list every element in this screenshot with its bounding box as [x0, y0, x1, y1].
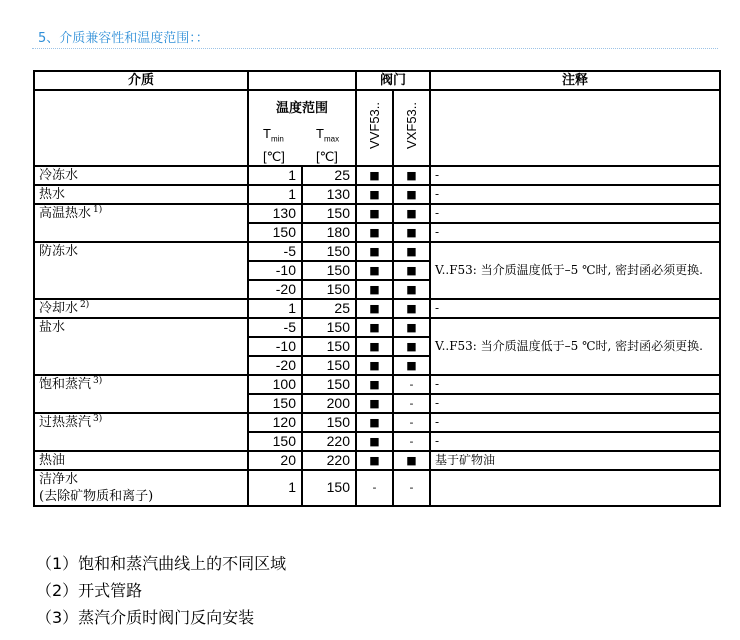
- valve2-mark: ■: [393, 166, 430, 185]
- note-cell: -: [430, 185, 720, 204]
- table-row: [34, 413, 720, 432]
- medium-compatibility-table: [33, 70, 721, 507]
- tmax-cell: 220: [302, 432, 356, 451]
- footnote-ref: 2): [80, 299, 90, 310]
- tmin-cell: 150: [248, 223, 302, 242]
- header-row: [34, 71, 720, 90]
- medium-cell: 过热蒸汽 $^{3)}$: [34, 413, 248, 451]
- footnotes: [36, 550, 286, 631]
- valve1-mark: ■: [356, 337, 393, 356]
- table-row: [34, 242, 720, 261]
- col-temp-header: [248, 71, 356, 90]
- valve1-mark: ■: [356, 451, 393, 470]
- tmax-cell: 150: [302, 318, 356, 337]
- tmax-cell: 200: [302, 394, 356, 413]
- temp-range-label: 温度范围: [248, 90, 356, 125]
- footnote-3: （3）蒸汽介质时阀门反向安装: [36, 608, 255, 627]
- tmax-cell: 25: [302, 166, 356, 185]
- valve1-mark: ■: [356, 280, 393, 299]
- valve1-mark: ■: [356, 375, 393, 394]
- tmin-cell: 100: [248, 375, 302, 394]
- valve2-mark: ■: [393, 318, 430, 337]
- medium-cell: 盐水: [34, 318, 248, 375]
- note-cell: -: [430, 394, 720, 413]
- tmax-cell: 150: [302, 356, 356, 375]
- valve1-header: VVF53..: [356, 90, 393, 166]
- tmin-cell: 1: [248, 166, 302, 185]
- valve2-mark: ■: [393, 451, 430, 470]
- valve2-mark: -: [393, 394, 430, 413]
- table-row: [34, 185, 720, 204]
- tmin-cell: 150: [248, 432, 302, 451]
- valve2-mark: ■: [393, 223, 430, 242]
- tmin-cell: -5: [248, 242, 302, 261]
- medium-cell: 饱和蒸汽 $^{3)}$: [34, 375, 248, 413]
- tmax-cell: 150: [302, 242, 356, 261]
- section-heading: 5、介质兼容性和温度范围：：: [38, 31, 209, 46]
- tmin-cell: -5: [248, 318, 302, 337]
- tmax-cell: 25: [302, 299, 356, 318]
- medium-header-blank: [34, 90, 248, 166]
- note-cell: -: [430, 375, 720, 394]
- note-cell: 基于矿物油: [430, 451, 720, 470]
- notes-header-blank: [430, 90, 720, 166]
- valve1-mark: ■: [356, 299, 393, 318]
- note-cell: -: [430, 432, 720, 451]
- valve2-mark: -: [393, 432, 430, 451]
- valve1-mark: ■: [356, 394, 393, 413]
- tmin-cell: 130: [248, 204, 302, 223]
- tmin-cell: 1: [248, 470, 302, 506]
- valve1-mark: ■: [356, 318, 393, 337]
- note-cell: -: [430, 204, 720, 223]
- valve2-mark: ■: [393, 337, 430, 356]
- medium-cell: 高温热水 $^{1)}$: [34, 204, 248, 242]
- footnote-1: （1）饱和和蒸汽曲线上的不同区域: [36, 554, 287, 573]
- medium-cell: 洁净水 (去除矿物质和离子): [34, 470, 248, 506]
- note-cell: -: [430, 413, 720, 432]
- medium-cell: 防冻水: [34, 242, 248, 299]
- tmin-header: $T_{min}$ [℃]: [248, 125, 302, 166]
- table-row: [34, 375, 720, 394]
- tmin-cell: 1: [248, 299, 302, 318]
- valve1-mark: ■: [356, 413, 393, 432]
- tmax-cell: 150: [302, 204, 356, 223]
- note-cell: -: [430, 299, 720, 318]
- valve2-mark: ■: [393, 185, 430, 204]
- tmax-cell: 150: [302, 337, 356, 356]
- valve2-mark: -: [393, 413, 430, 432]
- note-cell: -: [430, 166, 720, 185]
- tmax-cell: 220: [302, 451, 356, 470]
- valve2-mark: ■: [393, 356, 430, 375]
- col-notes-header: 注释: [430, 71, 720, 90]
- tmin-cell: 120: [248, 413, 302, 432]
- valve2-mark: ■: [393, 280, 430, 299]
- footnote-ref: 1): [93, 204, 103, 215]
- tmin-cell: 20: [248, 451, 302, 470]
- note-cell: V..F53: 当介质温度低于–5 ℃时, 密封函必须更换.: [430, 242, 720, 299]
- col-valve-header: 阀门: [356, 71, 430, 90]
- table-row: [34, 204, 720, 223]
- valve1-mark: ■: [356, 356, 393, 375]
- tmax-cell: 150: [302, 470, 356, 506]
- valve1-mark: ■: [356, 242, 393, 261]
- medium-cell: 冷却水 $^{2)}$: [34, 299, 248, 318]
- subheader-row-1: [34, 90, 720, 125]
- tmax-cell: 130: [302, 185, 356, 204]
- tmin-cell: 1: [248, 185, 302, 204]
- valve2-header: VXF53..: [393, 90, 430, 166]
- table-row: [34, 451, 720, 470]
- table-row: [34, 299, 720, 318]
- tmax-cell: 150: [302, 375, 356, 394]
- valve1-mark: -: [356, 470, 393, 506]
- note-cell: -: [430, 223, 720, 242]
- valve1-mark: ■: [356, 223, 393, 242]
- footnote-ref: 3): [93, 375, 103, 386]
- col-medium-header: 介质: [34, 71, 248, 90]
- tmax-header: $T_{max}$ [℃]: [302, 125, 356, 166]
- medium-cell: 热水: [34, 185, 248, 204]
- tmax-cell: 150: [302, 413, 356, 432]
- table-row: [34, 470, 720, 506]
- tmax-cell: 150: [302, 280, 356, 299]
- valve1-mark: ■: [356, 261, 393, 280]
- tmax-cell: 180: [302, 223, 356, 242]
- valve1-mark: ■: [356, 204, 393, 223]
- valve1-mark: ■: [356, 166, 393, 185]
- note-cell: V..F53: 当介质温度低于–5 ℃时, 密封函必须更换.: [430, 318, 720, 375]
- medium-cell: 冷冻水: [34, 166, 248, 185]
- table-row: [34, 166, 720, 185]
- tmin-cell: -10: [248, 261, 302, 280]
- note-cell: [430, 470, 720, 506]
- tmin-cell: -20: [248, 356, 302, 375]
- valve2-mark: ■: [393, 204, 430, 223]
- medium-cell: 热油: [34, 451, 248, 470]
- footnote-2: （2）开式管路: [36, 581, 143, 600]
- tmin-cell: -20: [248, 280, 302, 299]
- valve2-mark: -: [393, 375, 430, 394]
- footnote-ref: 3): [93, 413, 103, 424]
- tmax-cell: 150: [302, 261, 356, 280]
- valve2-mark: ■: [393, 242, 430, 261]
- valve2-mark: ■: [393, 261, 430, 280]
- dotted-divider: [32, 48, 718, 49]
- valve2-mark: ■: [393, 299, 430, 318]
- valve1-mark: ■: [356, 432, 393, 451]
- tmin-cell: -10: [248, 337, 302, 356]
- tmin-cell: 150: [248, 394, 302, 413]
- valve2-mark: -: [393, 470, 430, 506]
- valve1-mark: ■: [356, 185, 393, 204]
- table-row: [34, 318, 720, 337]
